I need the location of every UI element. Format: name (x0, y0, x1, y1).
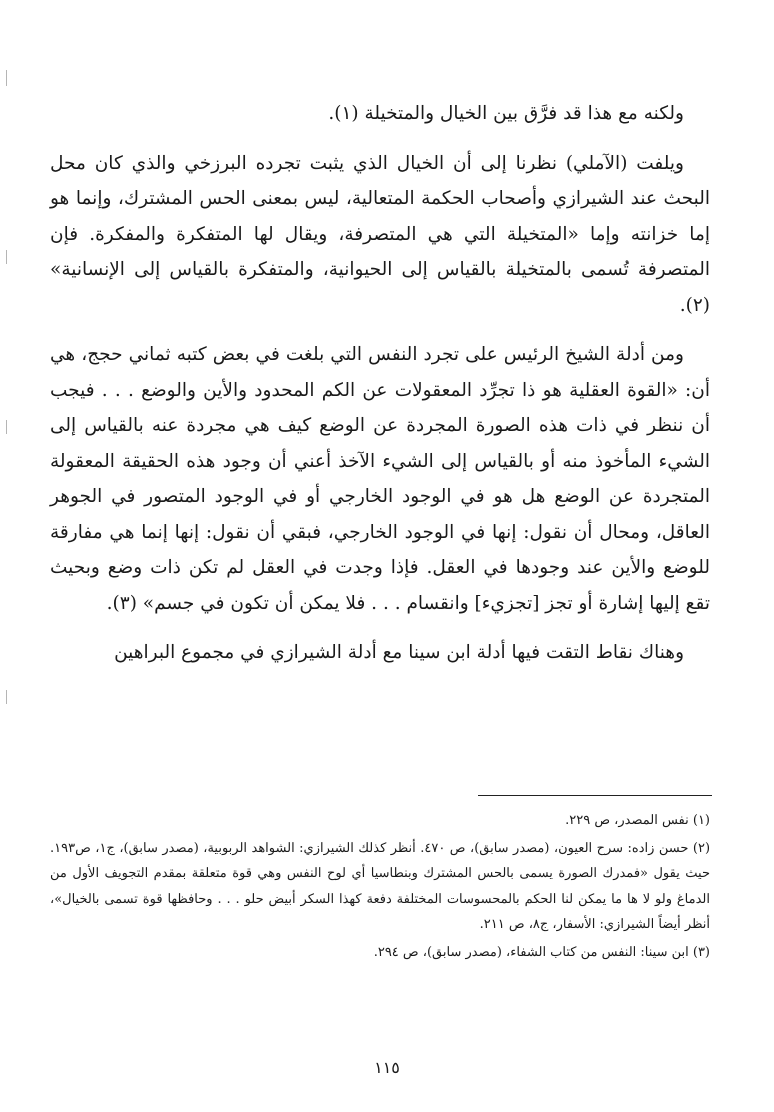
scan-edge-mark (6, 250, 7, 264)
paragraph-3: ومن أدلة الشيخ الرئيس على تجرد النفس التي بلغت في بعض كتبه ثماني حجج، هي أن: «القوة العقلية هو ذا تجرِّد المعقولات عن الكم المحدود والأين والوضع . . . فيجب أن ننظر في ذات هذه الصورة المجردة عن الوضع كيف هي مجردة عنه بالقياس إلى الشيء المأخوذ منه أو بالقياس إلى الشيء الآخذ أعني أن وجود هذه الحقيقة المعقولة المتجردة عن الوضع هل هو في الوجود الخارجي أو في الوجود المتصور في الجوهر العاقل، ومحال أن نقول: إنها في الوجود الخارجي، فبقي أن نقول: إنها إنما هي مفارقة للوضع والأين عند وجودها في العقل. فإذا وجدت في العقل لم تكن ذات وضع وبحيث تقع إليها إشارة أو تجز [تجزيء] وانقسام . . . فلا يمكن أن تكون في جسم» (٣). (50, 344, 710, 614)
scan-edge-mark (6, 420, 7, 434)
paragraph-4: وهناك نقاط التقت فيها أدلة ابن سينا مع أدلة الشيرازي في مجموع البراهين (114, 642, 684, 663)
scan-edge-mark (6, 70, 7, 86)
footnote-divider (478, 795, 712, 796)
footnote-3: (٣) ابن سينا: النفس من كتاب الشفاء، (مصدر سابق)، ص ٢٩٤. (373, 944, 710, 960)
footnote-1: (١) نفس المصدر، ص ٢٢٩. (565, 813, 710, 828)
footnotes (50, 808, 710, 965)
scan-edge-mark (6, 690, 7, 704)
paragraph-2: ويلفت (الآملي) نظرنا إلى أن الخيال الذي يثبت تجرده البرزخي والذي كان محل البحث عند الشيرازي وأصحاب الحكمة المتعالية، ليس بمعنى الحس المشترك، وإنما هو إما خزانته وإما «المتخيلة التي هي المتصرفة، ويقال لها المتفكرة والمفكرة. فإن المتصرفة تُسمى بالمتخيلة بالقياس إلى الحيوانية، والمتفكرة بالقياس إلى الإنسانية» (٢). (50, 152, 710, 316)
page-number: ١١٥ (374, 1058, 400, 1077)
main-text (50, 96, 710, 671)
footnote-2: (٢) حسن زاده: سرح العيون، (مصدر سابق)، ص ٤٧٠. أنظر كذلك الشيرازي: الشواهد الربوبية، (مصدر سابق)، ج١، ص١٩٣. حيث يقول «فمدرك الصورة يسمى بالحس المشترك وبنطاسيا أي لوح النفس وهي قوة متعلقة بمقدم التجويف الأول من الدماغ ولو لا ها ما يمكن لنا الحكم بالمحسوسات المختلفة دفعة كهذا السكر أبيض حلو . . . وحافظها قوة تسمى بالخيال»، أنظر أيضاً الشيرازي: الأسفار، ج٨، ص ٢١١. (50, 840, 711, 932)
paragraph-1: ولكنه مع هذا قد فرَّق بين الخيال والمتخيلة (١). (328, 103, 684, 124)
